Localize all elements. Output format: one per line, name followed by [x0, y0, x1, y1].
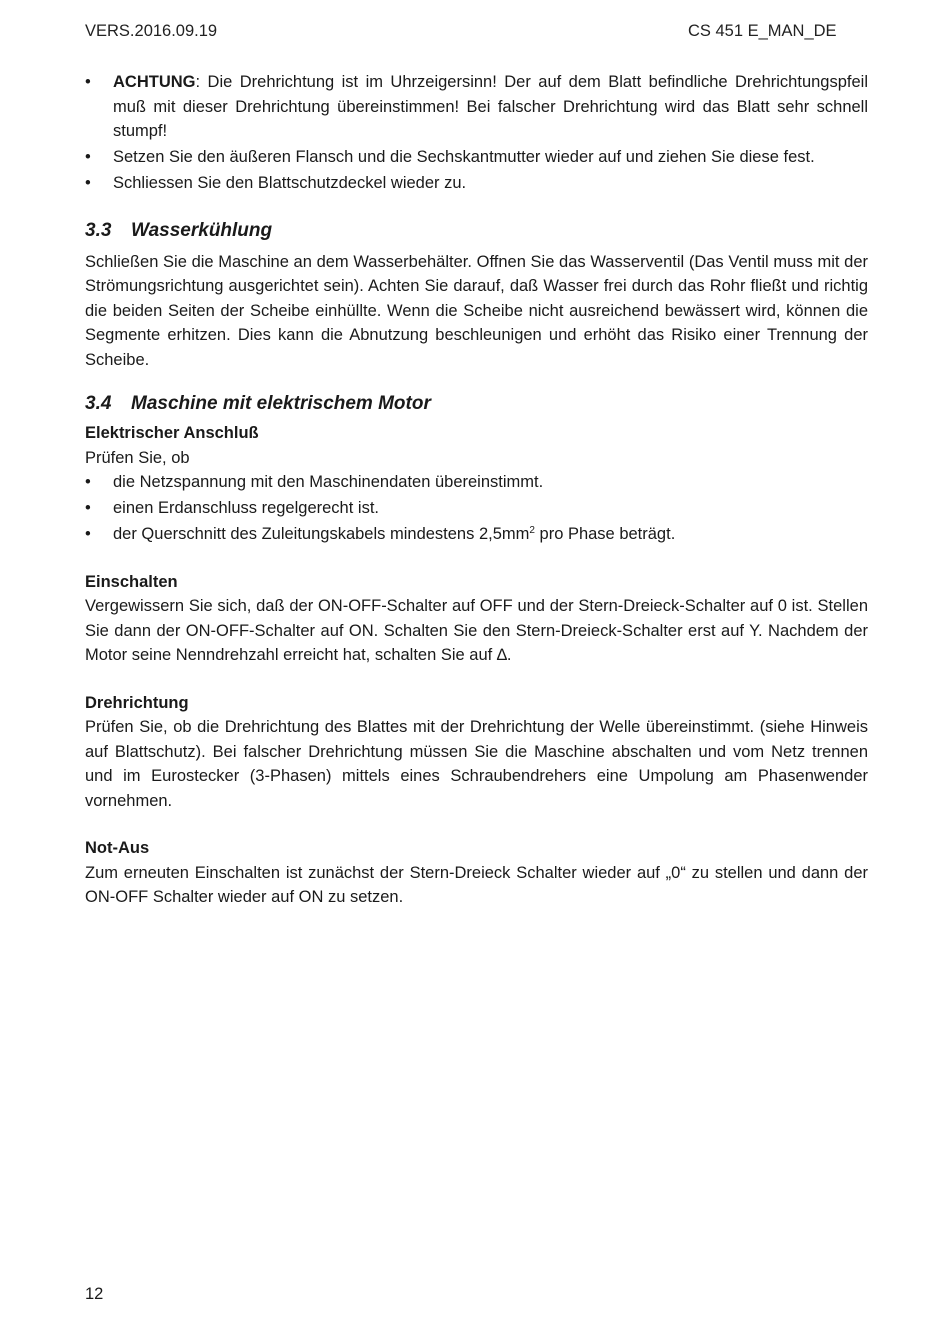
header-version: VERS.2016.09.19	[85, 22, 218, 40]
page-number: 12	[85, 1285, 104, 1303]
section-heading-3-4	[85, 391, 868, 417]
warning-label: ACHTUNG	[113, 73, 196, 91]
not-aus-paragraph: Zum erneuten Einschalten ist zunächst der Stern-Dreieck Schalter wieder auf „0“ zu stellen und dann der ON-OFF Schalter wieder auf ON zu setzen.	[85, 863, 868, 906]
list-item	[85, 496, 868, 521]
bullet-text: pro Phase beträgt.	[534, 525, 676, 543]
bullet-icon: •	[85, 473, 91, 491]
subheading-anschluss: Elektrischer Anschluß	[85, 424, 259, 442]
anschluss-intro: Prüfen Sie, ob	[85, 448, 190, 467]
subheading-drehrichtung: Drehrichtung	[85, 693, 189, 712]
warning-text: : Die Drehrichtung ist im Uhrzeigersinn! Der auf dem Blatt befindliche Drehrichtungspfeil muß mit dieser Drehrichtung übereinstimmen! Bei falscher Drehrichtung wird das Blatt sehr schnell stumpf!	[113, 73, 868, 140]
anschluss-bullet-list	[85, 470, 868, 547]
list-item	[85, 145, 868, 170]
bullet-text: Schliessen Sie den Blattschutzdeckel wieder zu.	[113, 174, 467, 192]
section-title: Wasserkühlung	[131, 219, 273, 241]
bullet-text: Setzen Sie den äußeren Flansch und die Sechskantmutter wieder auf und ziehen Sie diese fest.	[113, 148, 815, 166]
drehrichtung-paragraph: Prüfen Sie, ob die Drehrichtung des Blattes mit der Drehrichtung der Welle übereinstimmt. (siehe Hinweis auf Blattschutz). Bei falscher Drehrichtung müssen Sie die Maschine abschalten und vom Netz trennen und im Eurostecker (3-Phasen) mittels eines Schraubendrehers eine Umpolung am Phasenwender vornehmen.	[85, 718, 868, 810]
bullet-icon: •	[85, 525, 91, 543]
section-number: 3.3	[85, 219, 112, 241]
bullet-icon: •	[85, 174, 91, 192]
subheading-not-aus: Not-Aus	[85, 839, 150, 857]
section-title: Maschine mit elektrischem Motor	[131, 393, 431, 414]
bullet-icon: •	[85, 499, 91, 517]
list-item	[85, 171, 868, 196]
list-item	[85, 70, 868, 144]
section-3-3-paragraph: Schließen Sie die Maschine an dem Wasserbehälter. Offnen Sie das Wasserventil (Das Ventil muss mit der Strömungsrichtung ausgerichtet sein). Achten Sie darauf, daß Wasser frei durch das Rohr fließt und richtig die beiden Seiten der Scheibe einhüllte. Wenn die Scheibe nicht ausreichend bewässert wird, können die Segmente erhitzen. Dies kann die Abnutzung beschleunigen und erhöht das Risiko einer Trennung der Scheibe.	[85, 252, 868, 369]
bullet-text: einen Erdanschluss regelgerecht ist.	[113, 499, 379, 517]
header-doc-id: CS 451 E_MAN_DE	[688, 22, 837, 40]
section-heading-3-3	[85, 218, 868, 244]
subheading-einschalten: Einschalten	[85, 572, 178, 591]
bullet-text: der Querschnitt des Zuleitungskabels mindestens 2,5mm	[113, 525, 530, 543]
section-number: 3.4	[85, 393, 112, 414]
bullet-text: die Netzspannung mit den Maschinendaten übereinstimmt.	[113, 473, 544, 491]
bullet-icon: •	[85, 73, 91, 91]
top-bullet-list	[85, 70, 868, 196]
superscript: 2	[529, 525, 535, 536]
einschalten-paragraph: Vergewissern Sie sich, daß der ON-OFF-Schalter auf OFF und der Stern-Dreieck-Schalter auf 0 ist. Stellen Sie dann der ON-OFF-Schalter auf ON. Schalten Sie den Stern-Dreieck-Schalter erst auf Y. Nachdem der Motor seine Nenndrehzahl erreicht hat, schalten Sie auf ∆.	[85, 597, 868, 664]
page-content	[85, 70, 868, 910]
list-item	[85, 522, 868, 547]
bullet-icon: •	[85, 148, 91, 166]
list-item	[85, 470, 868, 495]
